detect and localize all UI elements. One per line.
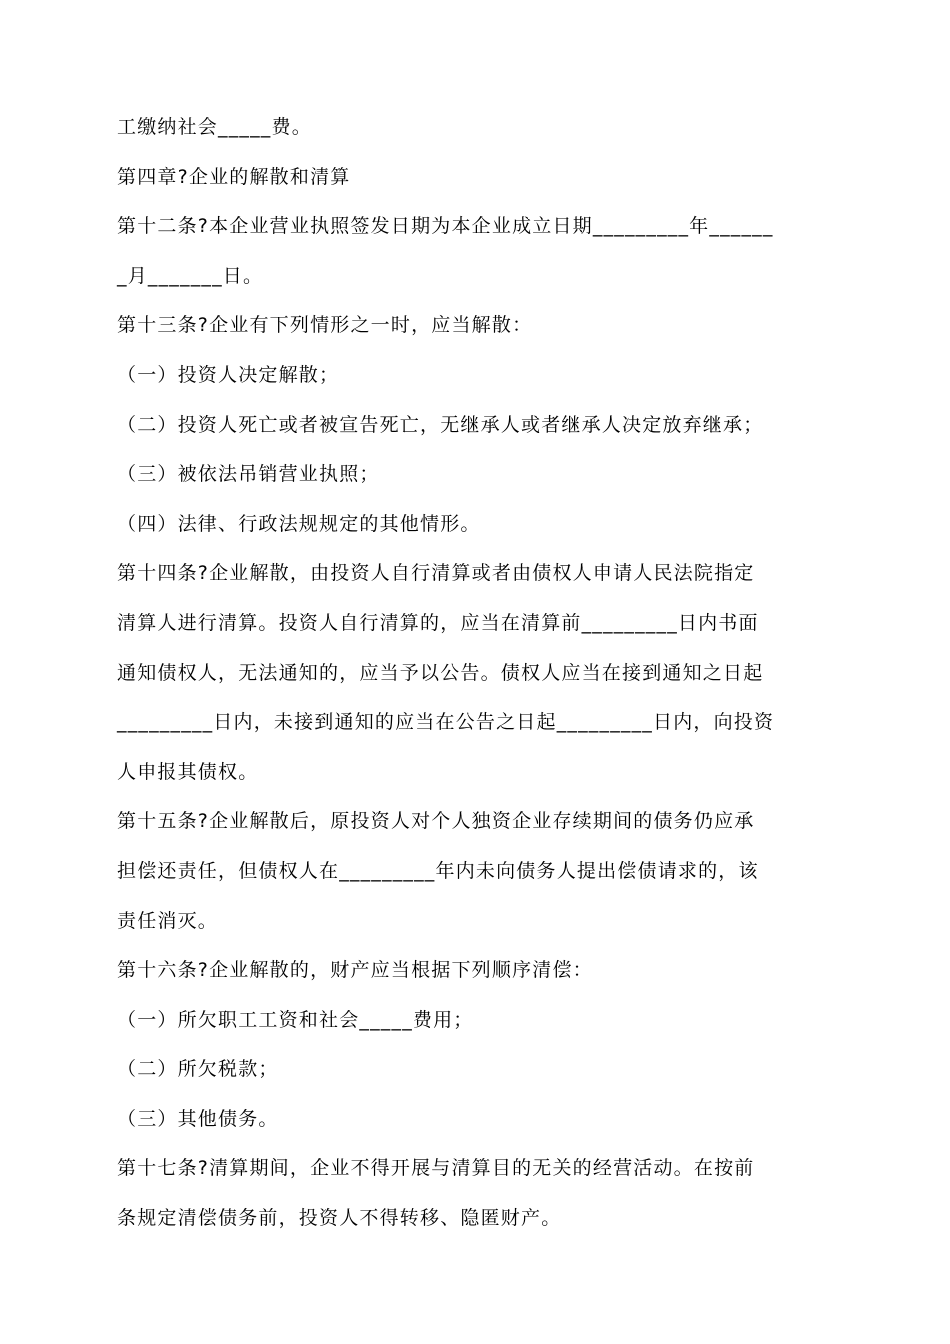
text-line: 人申报其债权。 <box>117 760 259 783</box>
article-13: 第十三条?企业有下列情形之一时，应当解散： <box>117 314 533 337</box>
text-line: 条规定清偿债务前，投资人不得转移、隐匿财产。 <box>117 1207 562 1230</box>
text-line: 通知债权人，无法通知的，应当予以公告。债权人应当在接到通知之日起 <box>117 661 764 684</box>
article-12: 第十二条?本企业营业执照签发日期为本企业成立日期_________年______ <box>117 215 774 238</box>
chapter-heading: 第四章?企业的解散和清算 <box>117 165 351 188</box>
article-16: 第十六条?企业解散的，财产应当根据下列顺序清偿： <box>117 959 593 982</box>
list-item: （二）所欠税款； <box>117 1058 279 1081</box>
list-item: （三）其他债务。 <box>117 1107 279 1130</box>
article-15: 第十五条?企业解散后，原投资人对个人独资企业存续期间的债务仍应承 <box>117 810 755 833</box>
document-page <box>117 103 837 1244</box>
article-14: 第十四条?企业解散，由投资人自行清算或者由债权人申请人民法院指定 <box>117 562 755 585</box>
list-item: （二）投资人死亡或者被宣告死亡，无继承人或者继承人决定放弃继承； <box>117 413 764 436</box>
text-line: 清算人进行清算。投资人自行清算的，应当在清算前_________日内书面 <box>117 611 759 634</box>
list-item: （四）法律、行政法规规定的其他情形。 <box>117 512 481 535</box>
text-line: _________日内，未接到通知的应当在公告之日起_________日内，向投资 <box>117 711 775 734</box>
text-line: 工缴纳社会_____费。 <box>117 116 312 138</box>
list-item: （一）所欠职工工资和社会_____费用； <box>117 1008 474 1031</box>
text-line: 担偿还责任，但债权人在_________年内未向债务人提出偿债请求的，该 <box>117 859 759 882</box>
text-line: _月_______日。 <box>117 264 264 287</box>
list-item: （三）被依法吊销营业执照； <box>117 463 380 486</box>
text-line: 责任消灭。 <box>117 909 219 932</box>
list-item: （一）投资人决定解散； <box>117 363 340 386</box>
article-17: 第十七条?清算期间，企业不得开展与清算目的无关的经营活动。在按前 <box>117 1157 755 1180</box>
